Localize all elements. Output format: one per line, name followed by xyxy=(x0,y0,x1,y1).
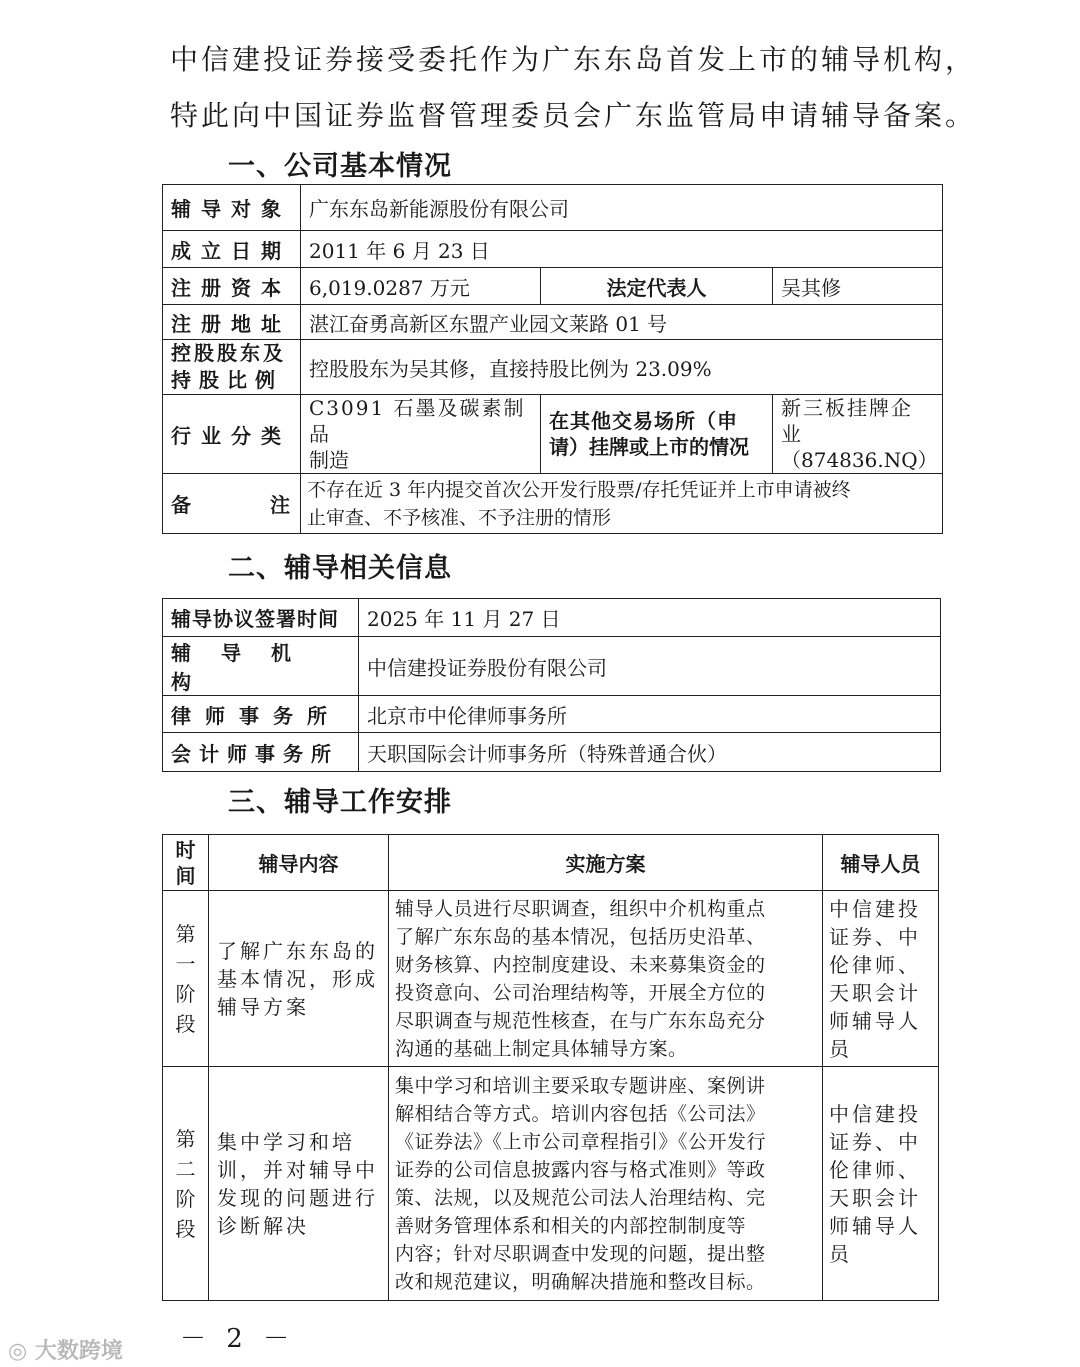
phase-1-char-3: 阶 xyxy=(175,981,196,1006)
phase-1-staff-6: 员 xyxy=(829,1036,852,1061)
phase-1-content-2: 基本情况，形成 xyxy=(217,966,378,991)
phase-1-staff-4: 天职会计 xyxy=(829,980,921,1005)
phase-1-plan-5: 尽职调查与规范性核查，在与广东东岛充分 xyxy=(395,1009,766,1032)
phase-2-char-1: 第 xyxy=(175,1126,196,1151)
watermark-icon: ◎ xyxy=(8,1339,28,1364)
section-3-title: 三、辅导工作安排 xyxy=(228,787,452,818)
phase-1-content-3: 辅导方案 xyxy=(217,994,309,1019)
label-legal-rep: 法定代表人 xyxy=(541,268,773,305)
phase-2-plan-1: 集中学习和培训主要采取专题讲座、案例讲 xyxy=(395,1074,766,1097)
label-remark: 备 注 xyxy=(163,474,301,534)
value-object: 广东东岛新能源股份有限公司 xyxy=(301,185,943,231)
value-remark-2: 止审查、不予核准、不予注册的情形 xyxy=(307,506,612,529)
phase-1-char-2: 一 xyxy=(175,951,196,976)
header-staff: 辅导人员 xyxy=(823,835,939,891)
value-legal-rep: 吴其修 xyxy=(773,268,943,305)
value-holder: 控股股东为吴其修，直接持股比例为 23.09% xyxy=(301,340,943,395)
label-tutor-org: 辅导机构 xyxy=(163,637,359,696)
phase-row-1 xyxy=(163,891,939,1067)
value-remark-1: 不存在近 3 年内提交首次公开发行股票/存托凭证并上市申请被终 xyxy=(307,478,851,501)
section-1-title: 一、公司基本情况 xyxy=(228,151,452,182)
label-listing-1: 在其他交易场所（申 xyxy=(549,409,738,433)
header-time-1: 时 xyxy=(175,837,196,862)
phase-2-staff-2: 证券、中 xyxy=(829,1129,921,1154)
phase-row-2 xyxy=(163,1067,939,1301)
phase-2-plan-5: 策、法规，以及规范公司法人治理结构、完 xyxy=(395,1186,766,1209)
phase-2-staff-4: 天职会计 xyxy=(829,1185,921,1210)
work-arrangement-table xyxy=(162,834,939,1301)
label-accounting-firm: 会计师事务所 xyxy=(163,733,359,772)
phase-2-staff-3: 伦律师、 xyxy=(829,1157,921,1182)
phase-1-plan-2: 了解广东东岛的基本情况，包括历史沿革、 xyxy=(395,925,766,948)
phase-2-content-3: 发现的问题进行 xyxy=(217,1185,378,1210)
value-industry-1: C3091 石墨及碳素制品 xyxy=(309,396,526,446)
phase-1-char-4: 段 xyxy=(175,1011,196,1036)
phase-2-plan-2: 解相结合等方式。培训内容包括《公司法》 xyxy=(395,1102,766,1125)
label-founded: 成立日期 xyxy=(163,231,301,268)
phase-2-staff-1: 中信建投 xyxy=(829,1101,921,1126)
watermark-text: 大数跨境 xyxy=(34,1339,123,1364)
label-industry: 行业分类 xyxy=(163,395,301,474)
phase-1-plan-1: 辅导人员进行尽职调查，组织中介机构重点 xyxy=(395,897,766,920)
page-number: － 2 － xyxy=(180,1324,296,1354)
header-time-2: 间 xyxy=(175,863,196,888)
phase-2-content-2: 训，并对辅导中 xyxy=(217,1157,378,1182)
label-capital: 注册资本 xyxy=(163,268,301,305)
intro-line-2: 特此向中国证券监督管理委员会广东监管局申请辅导备案。 xyxy=(170,99,977,132)
value-listing-1: 新三板挂牌企 xyxy=(781,396,913,420)
watermark-logo xyxy=(8,1334,123,1365)
label-holder-2: 持股比例 xyxy=(171,368,283,392)
phase-2-char-2: 二 xyxy=(175,1156,196,1181)
phase-2-staff-5: 师辅导人 xyxy=(829,1213,921,1238)
phase-2-content-1: 集中学习和培 xyxy=(217,1129,355,1154)
label-law-firm: 律师事务所 xyxy=(163,696,359,733)
tutoring-info-table xyxy=(162,598,941,772)
phase-2-char-4: 段 xyxy=(175,1216,196,1241)
label-holder-1: 控股股东及 xyxy=(171,341,286,365)
phase-1-staff-3: 伦律师、 xyxy=(829,952,921,977)
phase-1-plan-6: 沟通的基础上制定具体辅导方案。 xyxy=(395,1037,688,1060)
value-listing-2: 业（874836.NQ） xyxy=(781,422,938,472)
value-industry-2: 制造 xyxy=(309,448,349,472)
phase-2-plan-6: 善财务管理体系和相关的内部控制制度等 xyxy=(395,1214,747,1237)
label-listing-2: 请）挂牌或上市的情况 xyxy=(549,435,749,459)
value-law-firm: 北京市中伦律师事务所 xyxy=(359,696,941,733)
company-info-table xyxy=(162,184,943,534)
phase-1-staff-5: 师辅导人 xyxy=(829,1008,921,1033)
phase-2-content-4: 诊断解决 xyxy=(217,1213,309,1238)
phase-2-staff-6: 员 xyxy=(829,1241,852,1266)
value-tutor-org: 中信建投证券股份有限公司 xyxy=(359,637,941,696)
value-founded: 2011 年 6 月 23 日 xyxy=(301,231,943,268)
intro-line-1: 中信建投证券接受委托作为广东东岛首发上市的辅导机构， xyxy=(170,43,977,76)
phase-1-staff-1: 中信建投 xyxy=(829,896,921,921)
header-plan: 实施方案 xyxy=(389,835,823,891)
label-address: 注册地址 xyxy=(163,305,301,340)
label-sign-date: 辅导协议签署时间 xyxy=(163,599,359,637)
value-sign-date: 2025 年 11 月 27 日 xyxy=(359,599,941,637)
header-content: 辅导内容 xyxy=(209,835,389,891)
label-object: 辅导对象 xyxy=(163,185,301,231)
phase-2-plan-8: 改和规范建议，明确解决措施和整改目标。 xyxy=(395,1270,766,1293)
phase-1-content-1: 了解广东东岛的 xyxy=(217,938,378,963)
phase-1-staff-2: 证券、中 xyxy=(829,924,921,949)
value-accounting-firm: 天职国际会计师事务所（特殊普通合伙） xyxy=(359,733,941,772)
value-address: 湛江奋勇高新区东盟产业园文莱路 01 号 xyxy=(301,305,943,340)
section-2-title: 二、辅导相关信息 xyxy=(228,553,452,584)
phase-1-plan-3: 财务核算、内控制度建设、未来募集资金的 xyxy=(395,953,766,976)
phase-2-plan-4: 证券的公司信息披露内容与格式准则》等政 xyxy=(395,1158,766,1181)
phase-1-char-1: 第 xyxy=(175,921,196,946)
phase-2-plan-7: 内容；针对尽职调查中发现的问题，提出整 xyxy=(395,1242,766,1265)
phase-2-plan-3: 《证券法》《上市公司章程指引》《公开发行 xyxy=(395,1130,767,1153)
phase-1-plan-4: 投资意向、公司治理结构等，开展全方位的 xyxy=(395,981,766,1004)
phase-2-char-3: 阶 xyxy=(175,1186,196,1211)
value-capital: 6,019.0287 万元 xyxy=(301,268,541,305)
